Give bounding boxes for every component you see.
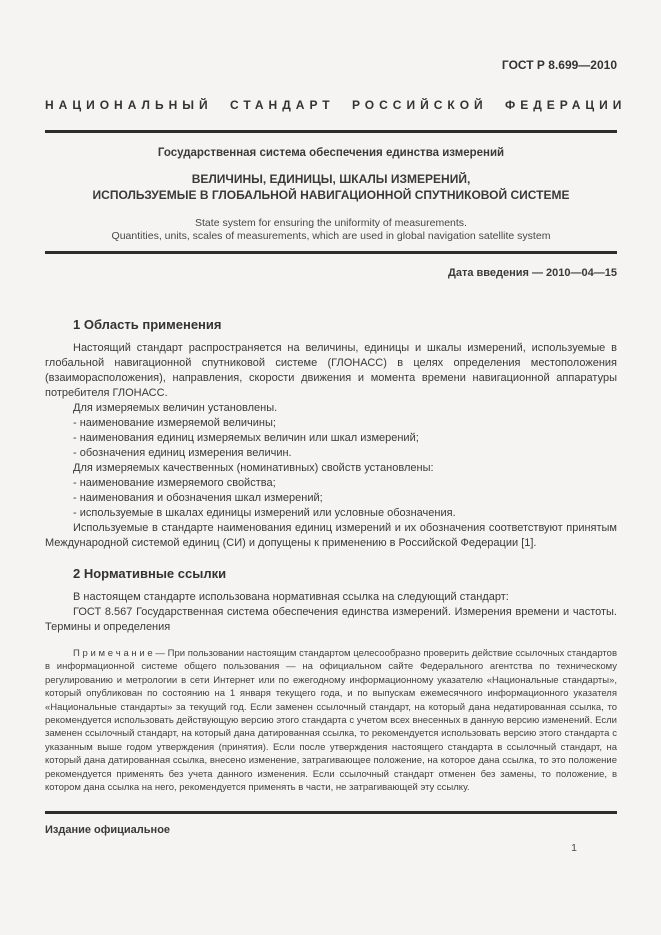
page-number: 1 [571, 841, 577, 854]
section-2-body [45, 590, 617, 794]
title-rule [45, 251, 617, 254]
note-paragraph [45, 647, 617, 794]
section-2-heading: 2 Нормативные ссылки [73, 566, 227, 581]
standard-type-title: НАЦИОНАЛЬНЫЙ СТАНДАРТ РОССИЙСКОЙ ФЕДЕРАЦИИ [45, 98, 627, 112]
document-title-line1: ВЕЛИЧИНЫ, ЕДИНИЦЫ, ШКАЛЫ ИЗМЕРЕНИЙ, [191, 172, 471, 186]
paragraph: В настоящем стандарте использована нормативная ссылка на следующий стандарт: [73, 591, 509, 603]
section-1-heading: 1 Область применения [73, 317, 222, 332]
introduction-date: Дата введения — 2010—04—15 [448, 267, 617, 279]
header-rule [45, 130, 617, 133]
paragraph: Настоящий стандарт распространяется на величины, единицы и шкалы измерений, используемые в глобальной навигационной спутниковой системе (ГЛОНАСС) в целях определения местоположения (взаиморасположения), направления, скорости движения и момента времени навигационной аппаратуры потребителя ГЛОНАСС. [45, 342, 617, 399]
list-item: - используемые в шкалах единицы измерений или условные обозначения. [73, 507, 456, 519]
document-title-line2: ИСПОЛЬЗУЕМЫЕ В ГЛОБАЛЬНОЙ НАВИГАЦИОННОЙ СПУТНИКОВОЙ СИСТЕМЕ [92, 188, 570, 202]
paragraph: ГОСТ 8.567 Государственная система обеспечения единства измерений. Измерения времени и частоты. Термины и определения [45, 606, 617, 633]
page-footer [45, 811, 617, 854]
document-title-en-line2: Quantities, units, scales of measurements, which are used in global navigation satellite system [111, 230, 551, 242]
list-item: - обозначения единиц измерения величин. [73, 447, 292, 459]
paragraph: Для измеряемых качественных (номинативных) свойств установлены: [73, 462, 434, 474]
note-text: — При пользовании настоящим стандартом целесообразно проверить действие ссылочных стандартов в информационной системе общего пользования — на официальном сайте Федерального агентства по техническому регулированию и метрологии в сети Интернет или по ежегодному информационному указателю «Национальные стандарты», который опубликован по состоянию на 1 января текущего года, и по выпускам ежемесячного информационного указателя «Национальные стандарты» за текущий год. Если заменен ссылочный стандарт, на который дана недатированная ссылка, то рекомендуется использовать действующую версию этого стандарта с учетом всех внесенных в данную версию изменений. Если заменен ссылочный стандарт, на который дана датированная ссылка, то рекомендуется использовать версию этого стандарта с указанным выше годом утверждения (принятия). Если после утверждения настоящего стандарта в ссылочный стандарт, на который дана датированная ссылка, внесено изменение, затрагивающее положение, на которое дана ссылка, то это положение рекомендуется применять без учета данного изменения. Если ссылочный стандарт отменен без замены, то положение, в котором дана ссылка на него, рекомендуется применять в части, не затрагивающей эту ссылку. [45, 648, 618, 794]
edition-label: Издание официальное [45, 823, 171, 836]
list-item: - наименования единиц измеряемых величин или шкал измерений; [73, 432, 419, 444]
list-item: - наименование измеряемой величины; [73, 417, 276, 429]
doc-code: ГОСТ Р 8.699—2010 [501, 58, 617, 72]
paragraph: Используемые в стандарте наименования единиц измерений и их обозначения соответствуют принятым Международной системой единиц (СИ) и допущены к применению в Российской Федерации [1]. [45, 522, 617, 549]
document-title-en-line1: State system for ensuring the uniformity of measurements. [195, 217, 467, 229]
note-label: П р и м е ч а н и е [73, 648, 153, 659]
paragraph: Для измеряемых величин установлены. [73, 402, 278, 414]
list-item: - наименования и обозначения шкал измерений; [73, 492, 323, 504]
list-item: - наименование измеряемого свойства; [73, 477, 276, 489]
footer-rule [45, 811, 617, 814]
document-title-english [45, 217, 617, 243]
section-1-body [45, 341, 617, 551]
title-system: Государственная система обеспечения единства измерений [157, 147, 505, 159]
document-title [45, 171, 617, 203]
